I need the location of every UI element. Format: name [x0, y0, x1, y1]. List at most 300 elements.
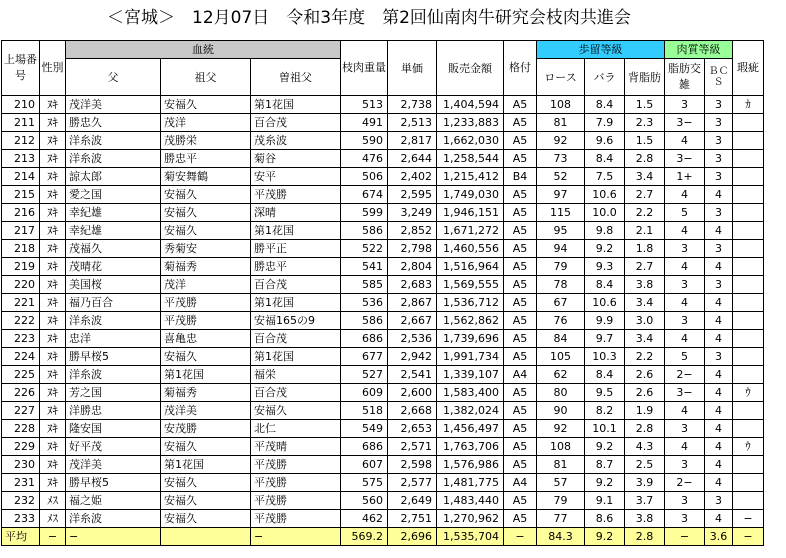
cell-unit-price: 2,942 — [388, 348, 437, 366]
cell-bcs: 4 — [705, 258, 733, 276]
cell-grade: A5 — [504, 114, 537, 132]
cell-sales-amount: 1,583,400 — [437, 384, 504, 402]
average-lot-number: 平均 — [2, 528, 40, 546]
cell-grandfather: 第1花国 — [161, 456, 251, 474]
cell-sex: ﾒｽ — [40, 492, 66, 510]
cell-marbling: 4 — [665, 132, 705, 150]
cell-father: 勝早桜5 — [66, 474, 161, 492]
cell-defect — [733, 474, 764, 492]
table-row — [2, 438, 764, 456]
cell-marbling: 3 — [665, 276, 705, 294]
cell-bcs: 4 — [705, 384, 733, 402]
cell-grade: A5 — [504, 222, 537, 240]
cell-sales-amount: 1,233,883 — [437, 114, 504, 132]
table-row — [2, 330, 764, 348]
table-row — [2, 492, 764, 510]
cell-lot-number: 228 — [2, 420, 40, 438]
header-meat-grade: 肉質等級 — [665, 41, 733, 59]
cell-defect — [733, 420, 764, 438]
cell-grade: A5 — [504, 312, 537, 330]
cell-rib: 9.2 — [585, 240, 625, 258]
cell-great-grandfather: 第1花国 — [251, 348, 341, 366]
cell-backfat: 4.3 — [625, 438, 665, 456]
cell-sales-amount: 1,404,594 — [437, 96, 504, 114]
cell-grade: A5 — [504, 276, 537, 294]
cell-bcs: 3 — [705, 348, 733, 366]
cell-bcs: 4 — [705, 330, 733, 348]
cell-defect — [733, 222, 764, 240]
cell-marbling: 4 — [665, 402, 705, 420]
cell-father: 洋糸波 — [66, 366, 161, 384]
page-title: ＜宮城＞ 12月07日 令和3年度 第2回仙南肉牛研究会枝肉共進会 — [107, 8, 631, 28]
cell-unit-price: 2,667 — [388, 312, 437, 330]
cell-backfat: 1.9 — [625, 402, 665, 420]
cell-sales-amount: 1,215,412 — [437, 168, 504, 186]
cell-loin: 108 — [537, 438, 585, 456]
cell-bcs: 4 — [705, 402, 733, 420]
cell-backfat: 2.3 — [625, 114, 665, 132]
cell-father: 幸紀雄 — [66, 222, 161, 240]
cell-sex: ﾇｷ — [40, 330, 66, 348]
cell-unit-price: 2,804 — [388, 258, 437, 276]
header-grandfather: 祖父 — [161, 59, 251, 96]
cell-sales-amount: 1,481,775 — [437, 474, 504, 492]
cell-marbling: 5 — [665, 204, 705, 222]
cell-bcs: 4 — [705, 186, 733, 204]
cell-defect: ｶ — [733, 96, 764, 114]
cell-lot-number: 224 — [2, 348, 40, 366]
cell-rib: 7.5 — [585, 168, 625, 186]
cell-defect — [733, 114, 764, 132]
cell-marbling: 2− — [665, 366, 705, 384]
average-sales-amount: 1,535,704 — [437, 528, 504, 546]
cell-sex: ﾇｷ — [40, 258, 66, 276]
cell-backfat: 2.2 — [625, 204, 665, 222]
cell-rib: 9.2 — [585, 438, 625, 456]
cell-unit-price: 2,595 — [388, 186, 437, 204]
cell-father: 洋糸波 — [66, 312, 161, 330]
cell-bcs: 4 — [705, 420, 733, 438]
cell-great-grandfather: 安福久 — [251, 402, 341, 420]
cell-backfat: 2.1 — [625, 222, 665, 240]
cell-unit-price: 2,817 — [388, 132, 437, 150]
cell-father: 美国桜 — [66, 276, 161, 294]
cell-marbling: 3 — [665, 510, 705, 528]
cell-lot-number: 226 — [2, 384, 40, 402]
cell-loin: 73 — [537, 150, 585, 168]
cell-backfat: 3.8 — [625, 276, 665, 294]
table-row — [2, 420, 764, 438]
cell-sex: ﾇｷ — [40, 366, 66, 384]
cell-father: 茂晴花 — [66, 258, 161, 276]
cell-rib: 8.4 — [585, 150, 625, 168]
cell-rib: 9.9 — [585, 312, 625, 330]
cell-rib: 9.5 — [585, 384, 625, 402]
cell-loin: 52 — [537, 168, 585, 186]
cell-carcass-weight: 491 — [341, 114, 388, 132]
cell-unit-price: 2,536 — [388, 330, 437, 348]
cell-grade: A5 — [504, 402, 537, 420]
cell-bcs: 3 — [705, 114, 733, 132]
cell-grandfather: 茂洋 — [161, 114, 251, 132]
cell-loin: 115 — [537, 204, 585, 222]
cell-great-grandfather: 安福165の9 — [251, 312, 341, 330]
cell-unit-price: 2,402 — [388, 168, 437, 186]
cell-sex: ﾇｷ — [40, 132, 66, 150]
cell-sales-amount: 1,671,272 — [437, 222, 504, 240]
cell-unit-price: 2,751 — [388, 510, 437, 528]
table-row — [2, 186, 764, 204]
cell-great-grandfather: 平茂勝 — [251, 492, 341, 510]
cell-grade: A5 — [504, 150, 537, 168]
table-row — [2, 96, 764, 114]
cell-bcs: 3 — [705, 168, 733, 186]
cell-sex: ﾇｷ — [40, 348, 66, 366]
average-rib: 9.2 — [585, 528, 625, 546]
cell-lot-number: 217 — [2, 222, 40, 240]
cell-backfat: 2.5 — [625, 456, 665, 474]
cell-rib: 7.9 — [585, 114, 625, 132]
average-grandfather — [161, 528, 251, 546]
cell-sex: ﾇｷ — [40, 114, 66, 132]
cell-carcass-weight: 686 — [341, 330, 388, 348]
average-row — [2, 528, 764, 546]
cell-bcs: 3 — [705, 150, 733, 168]
cell-lot-number: 227 — [2, 402, 40, 420]
cell-bcs: 3 — [705, 276, 733, 294]
cell-marbling: 2− — [665, 474, 705, 492]
cell-great-grandfather: 平茂勝 — [251, 474, 341, 492]
header-grade: 格付 — [504, 41, 537, 96]
cell-sex: ﾇｷ — [40, 474, 66, 492]
cell-bcs: 3 — [705, 132, 733, 150]
cell-defect — [733, 132, 764, 150]
cell-carcass-weight: 522 — [341, 240, 388, 258]
cell-unit-price: 2,653 — [388, 420, 437, 438]
cell-backfat: 3.9 — [625, 474, 665, 492]
header-father: 父 — [66, 59, 161, 96]
cell-great-grandfather: 茂糸波 — [251, 132, 341, 150]
cell-grade: A5 — [504, 438, 537, 456]
cell-sales-amount: 1,536,712 — [437, 294, 504, 312]
cell-bcs: 3 — [705, 240, 733, 258]
table-row — [2, 204, 764, 222]
cell-grade: A5 — [504, 204, 537, 222]
header-backfat: 背脂肪 — [625, 59, 665, 96]
cell-rib: 8.7 — [585, 456, 625, 474]
cell-marbling: 3 — [665, 420, 705, 438]
cell-marbling: 3 — [665, 492, 705, 510]
header-defect: 瑕疵 — [733, 41, 764, 96]
average-loin: 84.3 — [537, 528, 585, 546]
table-row — [2, 150, 764, 168]
cell-loin: 81 — [537, 456, 585, 474]
cell-defect — [733, 276, 764, 294]
cell-bcs: 4 — [705, 438, 733, 456]
cell-bcs: 4 — [705, 366, 733, 384]
cell-lot-number: 222 — [2, 312, 40, 330]
cell-grade: A5 — [504, 510, 537, 528]
cell-carcass-weight: 686 — [341, 438, 388, 456]
cell-marbling: 5 — [665, 348, 705, 366]
cell-sex: ﾇｷ — [40, 420, 66, 438]
header-yield-grade: 歩留等級 — [537, 41, 665, 59]
cell-sex: ﾇｷ — [40, 204, 66, 222]
cell-defect: ｳ — [733, 438, 764, 456]
cell-father: 忠洋 — [66, 330, 161, 348]
cell-defect — [733, 294, 764, 312]
cell-sex: ﾇｷ — [40, 96, 66, 114]
table-row — [2, 132, 764, 150]
cell-loin: 62 — [537, 366, 585, 384]
cell-grade: A5 — [504, 348, 537, 366]
cell-great-grandfather: 百合茂 — [251, 330, 341, 348]
cell-grade: A5 — [504, 294, 537, 312]
header-bcs: ＢＣＳ — [705, 59, 733, 96]
cell-sales-amount: 1,576,986 — [437, 456, 504, 474]
cell-lot-number: 233 — [2, 510, 40, 528]
cell-lot-number: 216 — [2, 204, 40, 222]
cell-father: 福乃百合 — [66, 294, 161, 312]
cell-grandfather: 安福久 — [161, 96, 251, 114]
cell-backfat: 2.8 — [625, 420, 665, 438]
cell-bcs: 3 — [705, 492, 733, 510]
cell-unit-price: 2,577 — [388, 474, 437, 492]
cell-rib: 10.1 — [585, 420, 625, 438]
cell-loin: 77 — [537, 510, 585, 528]
cell-loin: 84 — [537, 330, 585, 348]
cell-carcass-weight: 527 — [341, 366, 388, 384]
cell-father: 洋勝忠 — [66, 402, 161, 420]
table-row — [2, 258, 764, 276]
cell-loin: 67 — [537, 294, 585, 312]
cell-grade: A5 — [504, 96, 537, 114]
cell-grade: A5 — [504, 384, 537, 402]
header-loin: ロース — [537, 59, 585, 96]
cell-defect — [733, 204, 764, 222]
cell-sex: ﾇｷ — [40, 150, 66, 168]
cell-unit-price: 2,683 — [388, 276, 437, 294]
cell-sex: ﾇｷ — [40, 240, 66, 258]
cell-marbling: 4 — [665, 258, 705, 276]
cell-defect: − — [733, 510, 764, 528]
cell-grandfather: 喜亀忠 — [161, 330, 251, 348]
cell-great-grandfather: 平茂勝 — [251, 186, 341, 204]
cell-unit-price: 2,571 — [388, 438, 437, 456]
cell-carcass-weight: 575 — [341, 474, 388, 492]
cell-father: 勝早桜5 — [66, 348, 161, 366]
cell-lot-number: 211 — [2, 114, 40, 132]
cell-father: 洋糸波 — [66, 150, 161, 168]
header-carcass-weight: 枝肉重量 — [341, 41, 388, 96]
cell-defect — [733, 348, 764, 366]
cell-carcass-weight: 541 — [341, 258, 388, 276]
cell-bcs: 4 — [705, 510, 733, 528]
cell-grandfather: 安福久 — [161, 204, 251, 222]
cell-sales-amount: 1,483,440 — [437, 492, 504, 510]
cell-great-grandfather: 第1花国 — [251, 294, 341, 312]
cell-marbling: 3 — [665, 96, 705, 114]
average-grade: − — [504, 528, 537, 546]
cell-great-grandfather: 第1花国 — [251, 222, 341, 240]
cell-lot-number: 212 — [2, 132, 40, 150]
cell-great-grandfather: 百合茂 — [251, 384, 341, 402]
cell-backfat: 1.5 — [625, 96, 665, 114]
cell-bcs: 4 — [705, 312, 733, 330]
cell-lot-number: 232 — [2, 492, 40, 510]
cell-sales-amount: 1,569,555 — [437, 276, 504, 294]
cell-father: 勝忠久 — [66, 114, 161, 132]
cell-lot-number: 220 — [2, 276, 40, 294]
header-rib: バラ — [585, 59, 625, 96]
cell-backfat: 3.4 — [625, 168, 665, 186]
cell-grandfather: 平茂勝 — [161, 312, 251, 330]
cell-rib: 10.0 — [585, 204, 625, 222]
cell-backfat: 2.6 — [625, 384, 665, 402]
cell-grade: B4 — [504, 168, 537, 186]
cell-marbling: 3− — [665, 384, 705, 402]
cell-sales-amount: 1,739,696 — [437, 330, 504, 348]
cell-great-grandfather: 勝忠平 — [251, 258, 341, 276]
header-great-grandfather: 曽祖父 — [251, 59, 341, 96]
cell-rib: 10.6 — [585, 186, 625, 204]
cell-marbling: 4 — [665, 294, 705, 312]
cell-bcs: 4 — [705, 456, 733, 474]
cell-loin: 97 — [537, 186, 585, 204]
cell-sex: ﾇｷ — [40, 402, 66, 420]
cell-loin: 76 — [537, 312, 585, 330]
cell-carcass-weight: 506 — [341, 168, 388, 186]
cell-backfat: 2.7 — [625, 258, 665, 276]
cell-great-grandfather: 第1花国 — [251, 96, 341, 114]
cell-sales-amount: 1,382,024 — [437, 402, 504, 420]
cell-defect — [733, 240, 764, 258]
cell-rib: 8.6 — [585, 510, 625, 528]
cell-rib: 8.4 — [585, 96, 625, 114]
cell-sex: ﾇｷ — [40, 186, 66, 204]
cell-great-grandfather: 平茂勝 — [251, 510, 341, 528]
cell-sales-amount: 1,516,964 — [437, 258, 504, 276]
cell-loin: 95 — [537, 222, 585, 240]
cell-bcs: 4 — [705, 294, 733, 312]
cell-grandfather: 安福久 — [161, 474, 251, 492]
cell-loin: 79 — [537, 258, 585, 276]
cell-father: 茂洋美 — [66, 456, 161, 474]
cell-great-grandfather: 平茂勝 — [251, 456, 341, 474]
cell-marbling: 3 — [665, 240, 705, 258]
cell-great-grandfather: 百合茂 — [251, 114, 341, 132]
cell-lot-number: 213 — [2, 150, 40, 168]
header-unit-price: 単価 — [388, 41, 437, 96]
cell-grandfather: 秀菊安 — [161, 240, 251, 258]
cell-unit-price: 2,867 — [388, 294, 437, 312]
cell-lot-number: 230 — [2, 456, 40, 474]
cell-defect — [733, 366, 764, 384]
cell-father: 茂洋美 — [66, 96, 161, 114]
cell-rib: 8.4 — [585, 276, 625, 294]
cell-carcass-weight: 462 — [341, 510, 388, 528]
cell-marbling: 4 — [665, 186, 705, 204]
cell-unit-price: 2,668 — [388, 402, 437, 420]
cell-grade: A5 — [504, 492, 537, 510]
cell-backfat: 1.5 — [625, 132, 665, 150]
cell-sales-amount: 1,562,862 — [437, 312, 504, 330]
cell-grade: A5 — [504, 240, 537, 258]
cell-carcass-weight: 590 — [341, 132, 388, 150]
cell-unit-price: 2,852 — [388, 222, 437, 240]
header-marbling: 脂肪交雑 — [665, 59, 705, 96]
cell-backfat: 3.4 — [625, 330, 665, 348]
cell-great-grandfather: 福栄 — [251, 366, 341, 384]
cell-marbling: 1+ — [665, 168, 705, 186]
cell-unit-price: 2,513 — [388, 114, 437, 132]
cell-great-grandfather: 勝平正 — [251, 240, 341, 258]
cell-rib: 8.4 — [585, 366, 625, 384]
cell-carcass-weight: 609 — [341, 384, 388, 402]
cell-unit-price: 2,798 — [388, 240, 437, 258]
cell-backfat: 3.0 — [625, 312, 665, 330]
cell-loin: 108 — [537, 96, 585, 114]
header-bloodline: 血統 — [66, 41, 341, 59]
cell-defect — [733, 492, 764, 510]
cell-sex: ﾇｷ — [40, 312, 66, 330]
cell-grandfather: 茂洋美 — [161, 402, 251, 420]
cell-sex: ﾇｷ — [40, 294, 66, 312]
cell-carcass-weight: 607 — [341, 456, 388, 474]
cell-backfat: 1.8 — [625, 240, 665, 258]
cell-father: 好平茂 — [66, 438, 161, 456]
table-row — [2, 402, 764, 420]
cell-backfat: 3.4 — [625, 294, 665, 312]
cell-loin: 92 — [537, 420, 585, 438]
cell-backfat: 2.2 — [625, 348, 665, 366]
cell-bcs: 4 — [705, 222, 733, 240]
cell-marbling: 4 — [665, 330, 705, 348]
table-row — [2, 474, 764, 492]
cell-marbling: 3− — [665, 114, 705, 132]
cell-loin: 94 — [537, 240, 585, 258]
cell-loin: 80 — [537, 384, 585, 402]
cell-grandfather: 安福久 — [161, 492, 251, 510]
cell-lot-number: 221 — [2, 294, 40, 312]
cell-grandfather: 安福久 — [161, 348, 251, 366]
cell-great-grandfather: 百合茂 — [251, 276, 341, 294]
cell-carcass-weight: 549 — [341, 420, 388, 438]
header-sex: 性別 — [40, 41, 66, 96]
average-marbling: − — [665, 528, 705, 546]
cell-sex: ﾇｷ — [40, 438, 66, 456]
cell-sex: ﾇｷ — [40, 168, 66, 186]
cell-grandfather: 第1花国 — [161, 366, 251, 384]
cell-lot-number: 210 — [2, 96, 40, 114]
cell-rib: 9.2 — [585, 474, 625, 492]
carcass-results-table — [1, 40, 764, 546]
cell-sex: ﾒｽ — [40, 510, 66, 528]
table-row — [2, 294, 764, 312]
cell-defect: ｳ — [733, 384, 764, 402]
cell-defect — [733, 330, 764, 348]
cell-grade: A5 — [504, 330, 537, 348]
cell-grandfather: 安福久 — [161, 222, 251, 240]
cell-carcass-weight: 560 — [341, 492, 388, 510]
cell-sales-amount: 1,749,030 — [437, 186, 504, 204]
cell-backfat: 2.8 — [625, 150, 665, 168]
table-row — [2, 456, 764, 474]
cell-unit-price: 2,600 — [388, 384, 437, 402]
cell-father: 愛之国 — [66, 186, 161, 204]
table-row — [2, 168, 764, 186]
average-carcass-weight: 569.2 — [341, 528, 388, 546]
